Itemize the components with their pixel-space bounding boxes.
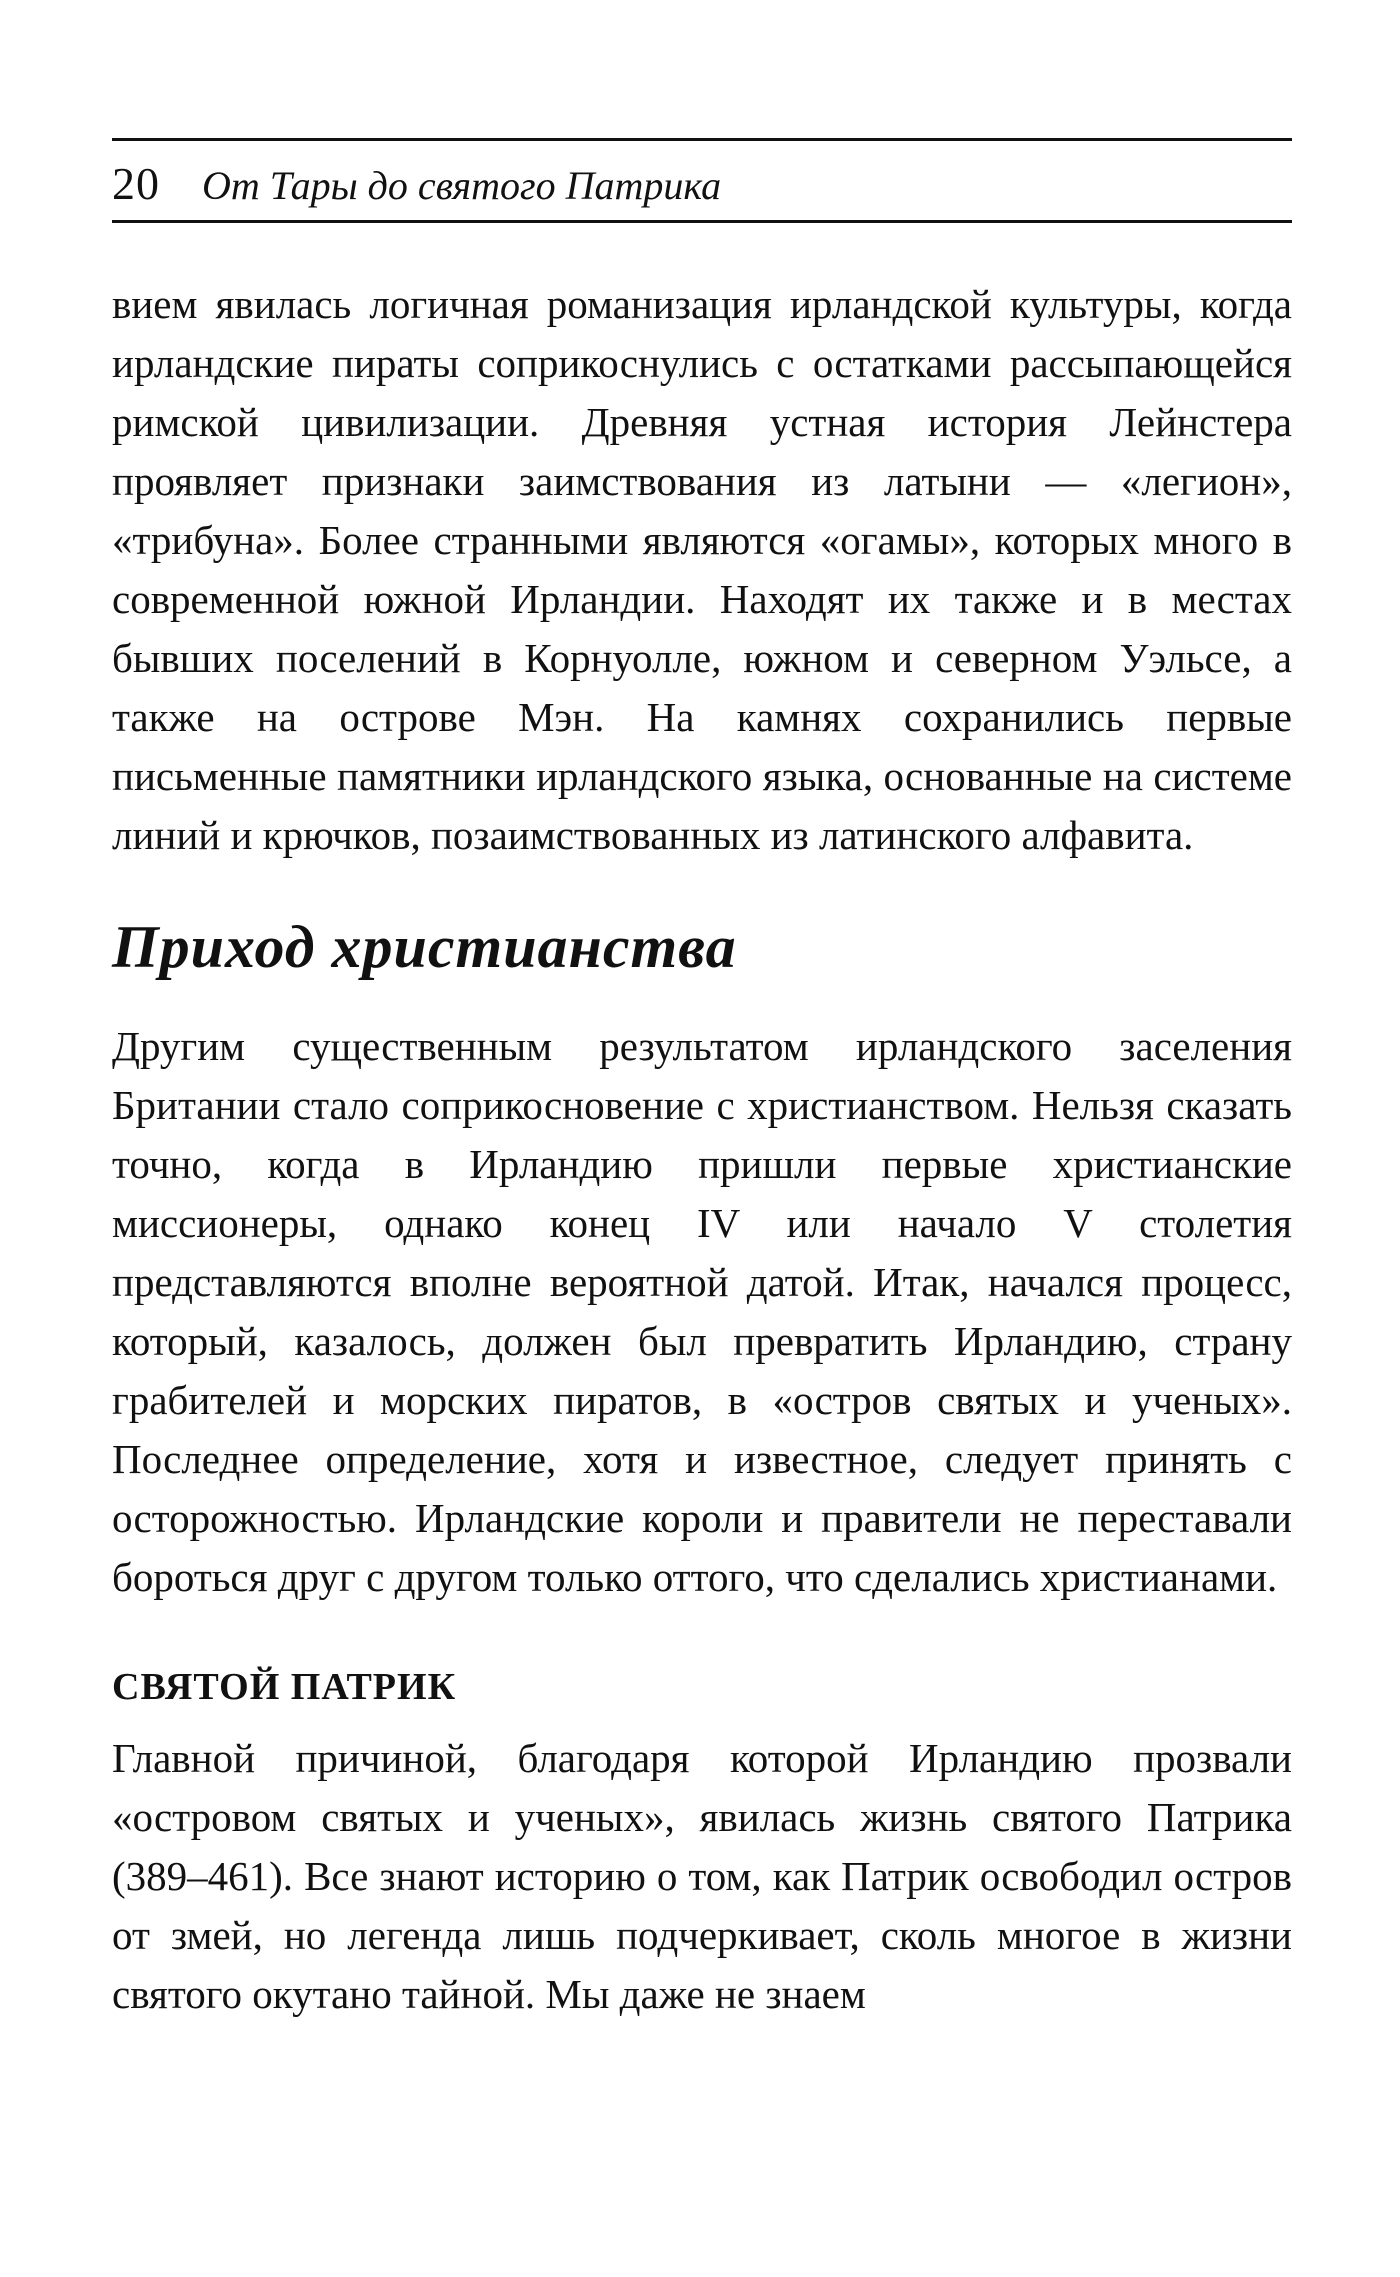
page-body	[112, 275, 1292, 2024]
running-header	[112, 138, 1292, 223]
section-heading: Приход христианства	[112, 914, 737, 980]
paragraph-continued: вием явилась логичная романизация ирландской культуры, когда ирландские пираты соприкоснулись с остатками рассыпающейся римской цивилизации. Древняя устная история Лейнстера проявляет признаки заимствования из латыни — «легион», «трибуна». Более странными являются «огамы», которых много в современной южной Ирландии. Находят их также и в местах бывших поселений в Корнуолле, южном и северном Уэльсе, а также на острове Мэн. На камнях сохранились первые письменные памятники ирландского языка, основанные на системе линий и крючков, позаимствованных из латинского алфавита.	[112, 281, 1292, 858]
page-number: 20	[112, 158, 160, 209]
subsection-heading: СВЯТОЙ ПАТРИК	[112, 1666, 457, 1708]
subsection-paragraph: Главной причиной, благодаря которой Ирландию прозвали «островом святых и ученых», явилась жизнь святого Патрика (389–461). Все знают историю о том, как Патрик освободил остров от змей, но легенда лишь подчеркивает, сколь многое в жизни святого окутано тайной. Мы даже не знаем	[112, 1735, 1292, 2017]
section-paragraph: Другим существенным результатом ирландского заселения Британии стало соприкосновение с христианством. Нельзя сказать точно, когда в Ирландию пришли первые христианские миссионеры, однако конец IV или начало V столетия представляются вполне вероятной датой. Итак, начался процесс, который, казалось, должен был превратить Ирландию, страну грабителей и морских пиратов, в «остров святых и ученых». Последнее определение, хотя и известное, следует принять с осторожностью. Ирландские короли и правители не переставали бороться друг с другом только оттого, что сделались христианами.	[112, 1023, 1292, 1600]
running-title: От Тары до святого Патрика	[202, 163, 722, 208]
book-page	[112, 138, 1292, 2024]
